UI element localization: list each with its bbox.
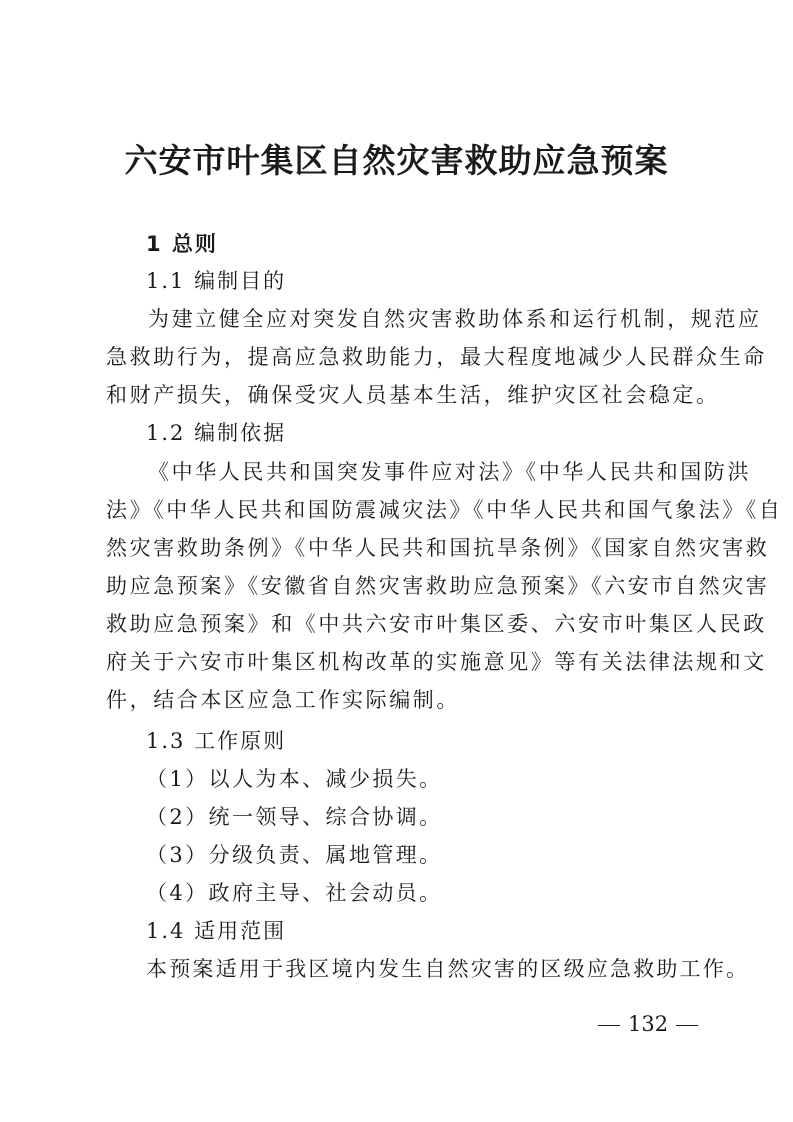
paragraph-line: 救助应急预案》和《中共六安市叶集区委、六安市叶集区人民政: [106, 612, 767, 636]
paragraph-line: 《中华人民共和国突发事件应对法》《中华人民共和国防洪: [148, 460, 752, 484]
paragraph-line: 和财产损失，确保受灾人员基本生活，维护灾区社会稳定。: [106, 383, 720, 407]
page-number: [590, 1010, 706, 1038]
paragraph-line: 件，结合本区应急工作实际编制。: [106, 688, 460, 712]
paragraph-line: 助应急预案》《安徽省自然灾害救助应急预案》《六安市自然灾害: [106, 574, 770, 598]
subsection-heading-purpose: 1.1 编制目的: [146, 269, 287, 293]
document-title: 六安市叶集区自然灾害救助应急预案: [124, 141, 669, 180]
paragraph-line: 为建立健全应对突发自然灾害救助体系和运行机制，规范应: [148, 307, 762, 331]
dash-left-icon: [598, 1025, 620, 1026]
page-number-value: 132: [628, 1012, 669, 1036]
paragraph-line: 本预案适用于我区境内发生自然灾害的区级应急救助工作。: [146, 957, 750, 981]
subsection-heading-principles: 1.3 工作原则: [146, 729, 287, 753]
dash-right-icon: [676, 1025, 698, 1026]
list-item: （3）分级负责、属地管理。: [146, 843, 443, 867]
list-item: （4）政府主导、社会动员。: [146, 881, 443, 905]
subsection-heading-basis: 1.2 编制依据: [146, 421, 287, 445]
paragraph-line: 急救助行为，提高应急救助能力，最大程度地减少人民群众生命: [106, 345, 767, 369]
paragraph-line: 府关于六安市叶集区机构改革的实施意见》等有关法律法规和文: [106, 650, 767, 674]
section-heading-general: 1 总则: [146, 232, 218, 256]
subsection-heading-scope: 1.4 适用范围: [146, 919, 287, 943]
paragraph-line: 法》《中华人民共和国防震减灾法》《中华人民共和国气象法》《自: [106, 498, 783, 522]
paragraph-line: 然灾害救助条例》《中华人民共和国抗旱条例》《国家自然灾害救: [106, 536, 770, 560]
list-item: （2）统一领导、综合协调。: [146, 805, 443, 829]
list-item: （1）以人为本、减少损失。: [146, 767, 443, 791]
